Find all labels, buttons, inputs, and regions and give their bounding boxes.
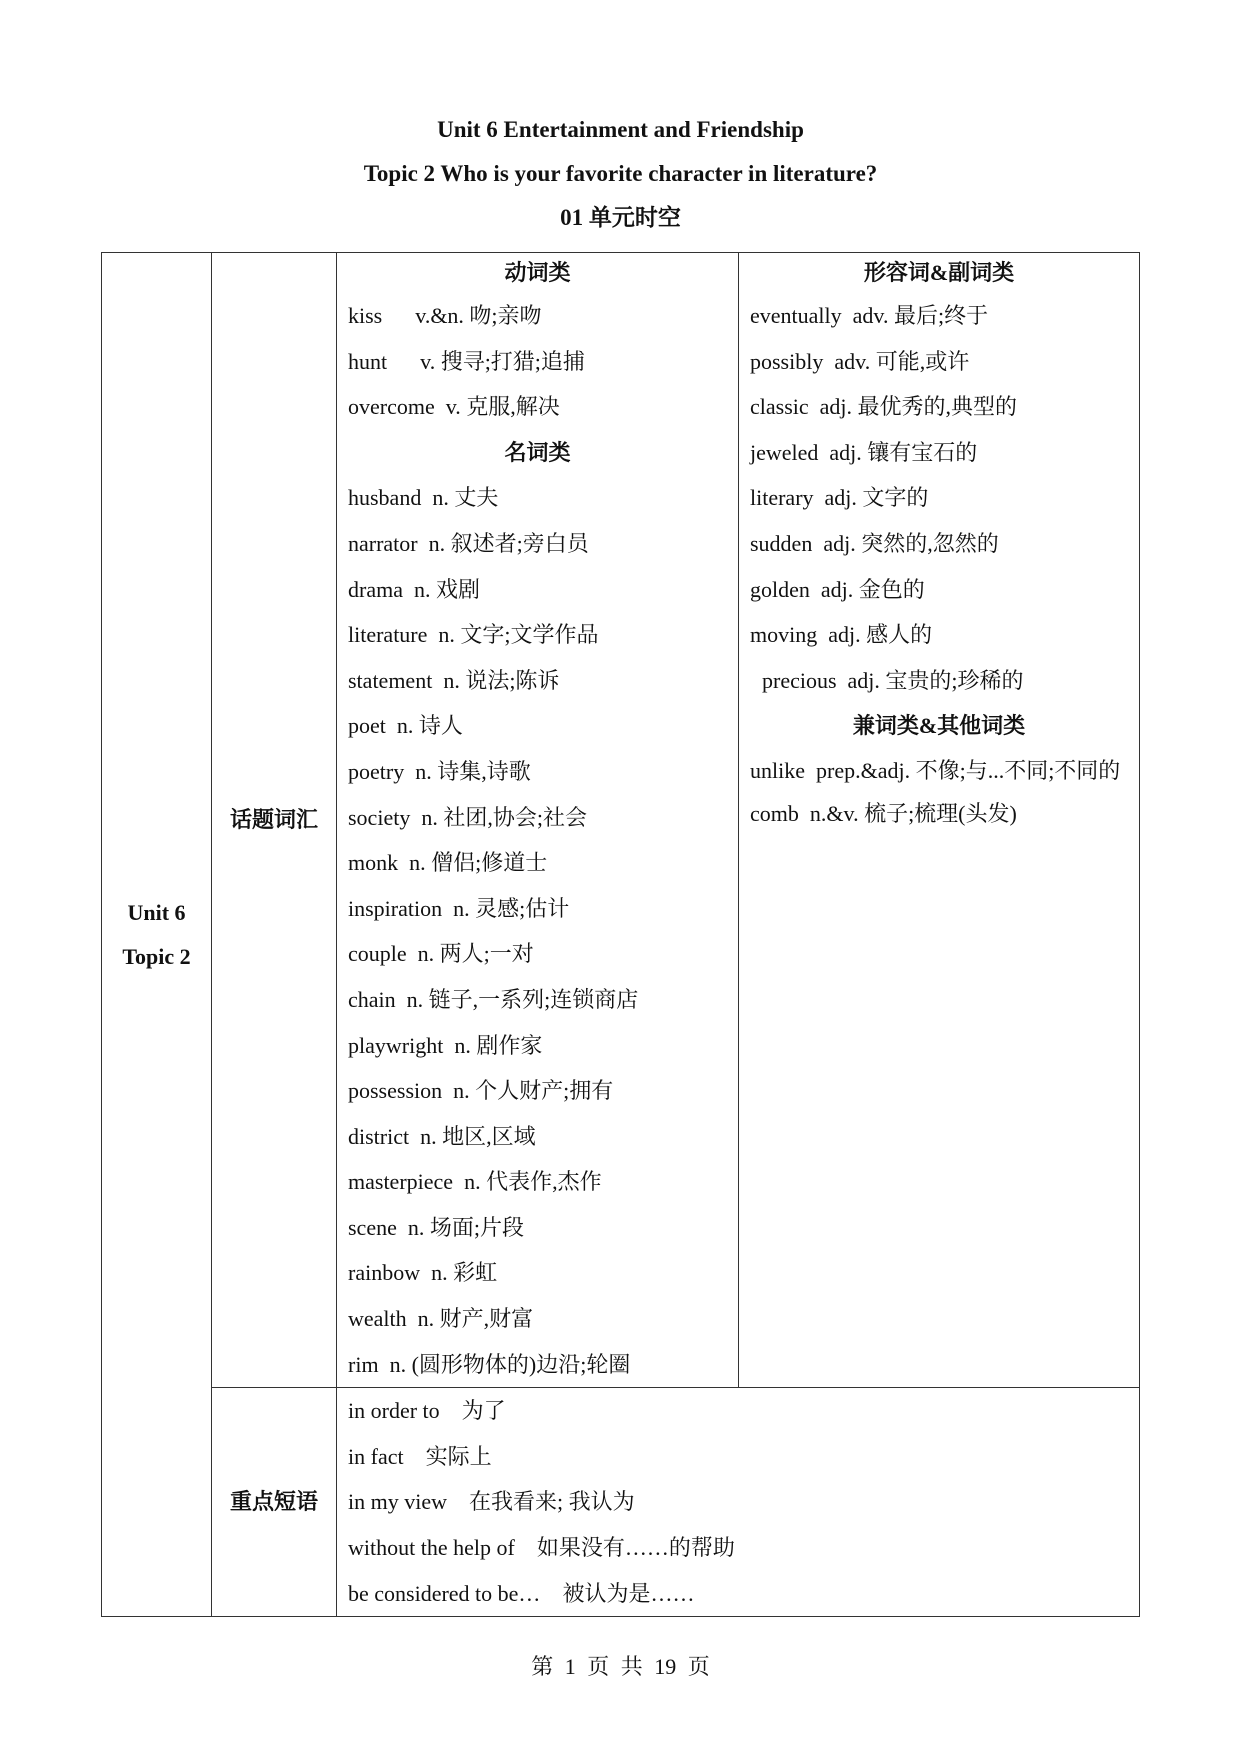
page-footer: 第 1 页 共 19 页 <box>531 1654 710 1679</box>
adjective-entry <box>739 658 1139 704</box>
vocab-label-cell <box>212 253 337 1388</box>
entry-meaning: n. 两人;一对 <box>417 941 534 967</box>
phrase-entry <box>337 1479 1139 1525</box>
adjective-entry <box>739 339 1139 385</box>
entry-word: monk <box>348 850 399 876</box>
entry-meaning: n. 场面;片段 <box>407 1214 524 1240</box>
adjective-entry <box>739 430 1139 476</box>
entry-meaning: adj. 宝贵的;珍稀的 <box>847 667 1024 693</box>
noun-entry <box>337 703 738 749</box>
document-title: Unit 6 Entertainment and Friendship <box>437 117 804 142</box>
entry-word: chain <box>348 986 396 1012</box>
entry-word: literature <box>348 622 428 648</box>
entry-word: husband <box>348 485 422 511</box>
noun-entry <box>337 567 738 613</box>
noun-entry <box>337 475 738 521</box>
entry-meaning: 实际上 <box>425 1443 492 1469</box>
entry-meaning: n. (圆形物体的)边沿;轮圈 <box>389 1351 631 1377</box>
entry-word: narrator <box>348 530 418 556</box>
entry-meaning: n. 彩虹 <box>431 1260 498 1286</box>
entry-meaning: n. 诗集,诗歌 <box>415 758 531 784</box>
entry-word: sudden <box>750 530 813 556</box>
noun-entry <box>337 840 738 886</box>
entry-meaning: n. 文字;文学作品 <box>438 622 599 648</box>
phrases-label-cell <box>212 1388 337 1617</box>
entry-meaning: n. 代表作,杰作 <box>464 1169 602 1195</box>
entry-word: district <box>348 1123 410 1149</box>
entry-word: unlike <box>750 757 805 783</box>
entry-meaning: n. 诗人 <box>396 713 463 739</box>
entry-meaning: n. 叙述者;旁白员 <box>428 530 589 556</box>
phrase-entry <box>337 1571 1139 1617</box>
vocab-label: 话题词汇 <box>229 807 318 833</box>
noun-entry <box>337 1159 738 1205</box>
entry-word: inspiration <box>348 895 443 921</box>
entry-word: without the help of <box>348 1535 515 1561</box>
entry-meaning: n. 财产,财富 <box>417 1306 534 1332</box>
entry-meaning: v. 搜寻;打猎;追捕 <box>420 348 585 374</box>
section-title: 01 单元时空 <box>560 205 681 230</box>
adjective-entry <box>739 612 1139 658</box>
entry-word: masterpiece <box>348 1169 454 1195</box>
verb-entry <box>337 384 738 430</box>
verb-entry <box>337 293 738 339</box>
noun-entry <box>337 977 738 1023</box>
entry-meaning: adj. 感人的 <box>828 622 933 648</box>
entry-meaning: v. 克服,解决 <box>445 394 560 420</box>
vocabulary-table <box>101 252 1140 1617</box>
entry-meaning: 在我看来; 我认为 <box>469 1489 635 1515</box>
entry-word: comb <box>750 800 799 826</box>
noun-entry <box>337 1114 738 1160</box>
adjective-entry <box>739 475 1139 521</box>
entry-meaning: adj. 金色的 <box>820 576 925 602</box>
entry-word: possession <box>348 1078 443 1104</box>
topic-label: Topic 2 <box>122 943 191 969</box>
phrases-cell <box>337 1388 1140 1617</box>
entry-meaning: n. 地区,区域 <box>420 1123 536 1149</box>
entry-meaning: 为了 <box>461 1398 506 1424</box>
adjective-entry <box>739 521 1139 567</box>
nouns-heading: 名词类 <box>504 439 571 465</box>
noun-entry <box>337 1023 738 1069</box>
phrase-entry <box>337 1388 1139 1434</box>
entry-word: in fact <box>348 1443 404 1469</box>
noun-entry <box>337 521 738 567</box>
entry-word: be considered to be… <box>348 1580 541 1606</box>
nouns-list <box>337 475 738 1387</box>
adjectives-heading: 形容词&副词类 <box>863 260 1015 285</box>
entry-meaning: adj. 文字的 <box>824 485 929 511</box>
phrases-label: 重点短语 <box>229 1489 318 1515</box>
entry-word: hunt <box>348 348 388 374</box>
entry-word: couple <box>348 941 407 967</box>
adjectives-list <box>739 293 1139 703</box>
phrase-entry <box>337 1434 1139 1480</box>
entry-word: possibly <box>750 348 824 374</box>
noun-entry <box>337 1205 738 1251</box>
other-word-entry <box>739 749 1139 792</box>
other-words-heading: 兼词类&其他词类 <box>852 713 1026 739</box>
adjective-entry <box>739 384 1139 430</box>
entry-meaning: n. 个人财产;拥有 <box>453 1078 614 1104</box>
entry-word: poet <box>348 713 386 739</box>
entry-meaning: 如果没有……的帮助 <box>536 1535 735 1561</box>
adjective-entry <box>739 293 1139 339</box>
entry-word: classic <box>750 394 809 420</box>
entry-meaning: adv. 可能,或许 <box>834 348 970 374</box>
verbs-list <box>337 293 738 430</box>
unit-label: Unit 6 <box>127 899 186 925</box>
phrases-row <box>102 1388 1140 1617</box>
adjective-entry <box>739 567 1139 613</box>
noun-entry <box>337 658 738 704</box>
entry-word: literary <box>750 485 814 511</box>
entry-meaning: adj. 突然的,忽然的 <box>823 530 999 556</box>
verbs-heading: 动词类 <box>504 260 571 285</box>
noun-entry <box>337 1068 738 1114</box>
noun-entry <box>337 795 738 841</box>
phrase-entry <box>337 1525 1139 1571</box>
entry-meaning: adv. 最后;终于 <box>852 303 989 328</box>
entry-meaning: n. 僧侣;修道士 <box>409 850 548 876</box>
vocab-row <box>102 253 1140 1388</box>
document-subtitle: Topic 2 Who is your favorite character in literature? <box>363 161 878 186</box>
noun-entry <box>337 749 738 795</box>
entry-meaning: n. 丈夫 <box>432 485 499 511</box>
entry-word: society <box>348 804 411 830</box>
phrases-list <box>337 1388 1139 1616</box>
entry-word: playwright <box>348 1032 444 1058</box>
entry-meaning: n. 链子,一系列;连锁商店 <box>406 986 639 1012</box>
noun-entry <box>337 886 738 932</box>
entry-word: kiss <box>348 303 383 328</box>
entry-word: poetry <box>348 758 405 784</box>
entry-meaning: n. 戏剧 <box>413 576 480 602</box>
entry-word: golden <box>750 576 810 602</box>
noun-entry <box>337 1296 738 1342</box>
entry-word: eventually <box>750 303 842 328</box>
noun-entry <box>337 1250 738 1296</box>
entry-meaning: prep.&adj. 不像;与...不同;不同的 <box>816 757 1121 783</box>
entry-word: wealth <box>348 1306 407 1332</box>
entry-word: precious <box>762 667 837 693</box>
verbs-nouns-cell <box>337 253 739 1388</box>
entry-word: rim <box>348 1351 379 1377</box>
adjectives-cell <box>739 253 1140 1388</box>
entry-word: scene <box>348 1214 397 1240</box>
verb-entry <box>337 339 738 385</box>
entry-meaning: n. 灵感;估计 <box>453 895 570 921</box>
document-header <box>0 108 1241 240</box>
entry-meaning: adj. 最优秀的,典型的 <box>819 394 1018 420</box>
noun-entry <box>337 612 738 658</box>
entry-word: statement <box>348 667 433 693</box>
entry-word: overcome <box>348 394 435 420</box>
noun-entry <box>337 1342 738 1388</box>
entry-meaning: n. 剧作家 <box>454 1032 543 1058</box>
entry-meaning: n. 社团,协会;社会 <box>421 804 587 830</box>
noun-entry <box>337 931 738 977</box>
entry-meaning: adj. 镶有宝石的 <box>829 439 978 465</box>
unit-label-cell <box>102 253 212 1617</box>
entry-word: rainbow <box>348 1260 421 1286</box>
entry-meaning: 被认为是…… <box>562 1580 695 1606</box>
entry-word: moving <box>750 622 818 648</box>
entry-word: in my view <box>348 1489 447 1515</box>
entry-word: jeweled <box>750 439 819 465</box>
entry-word: drama <box>348 576 403 602</box>
entry-word: in order to <box>348 1398 440 1424</box>
other-word-entry <box>739 792 1139 835</box>
other-words-list <box>739 749 1139 835</box>
entry-meaning: v.&n. 吻;亲吻 <box>415 303 542 328</box>
entry-meaning: n.&v. 梳子;梳理(头发) <box>809 800 1017 826</box>
entry-meaning: n. 说法;陈诉 <box>443 667 560 693</box>
